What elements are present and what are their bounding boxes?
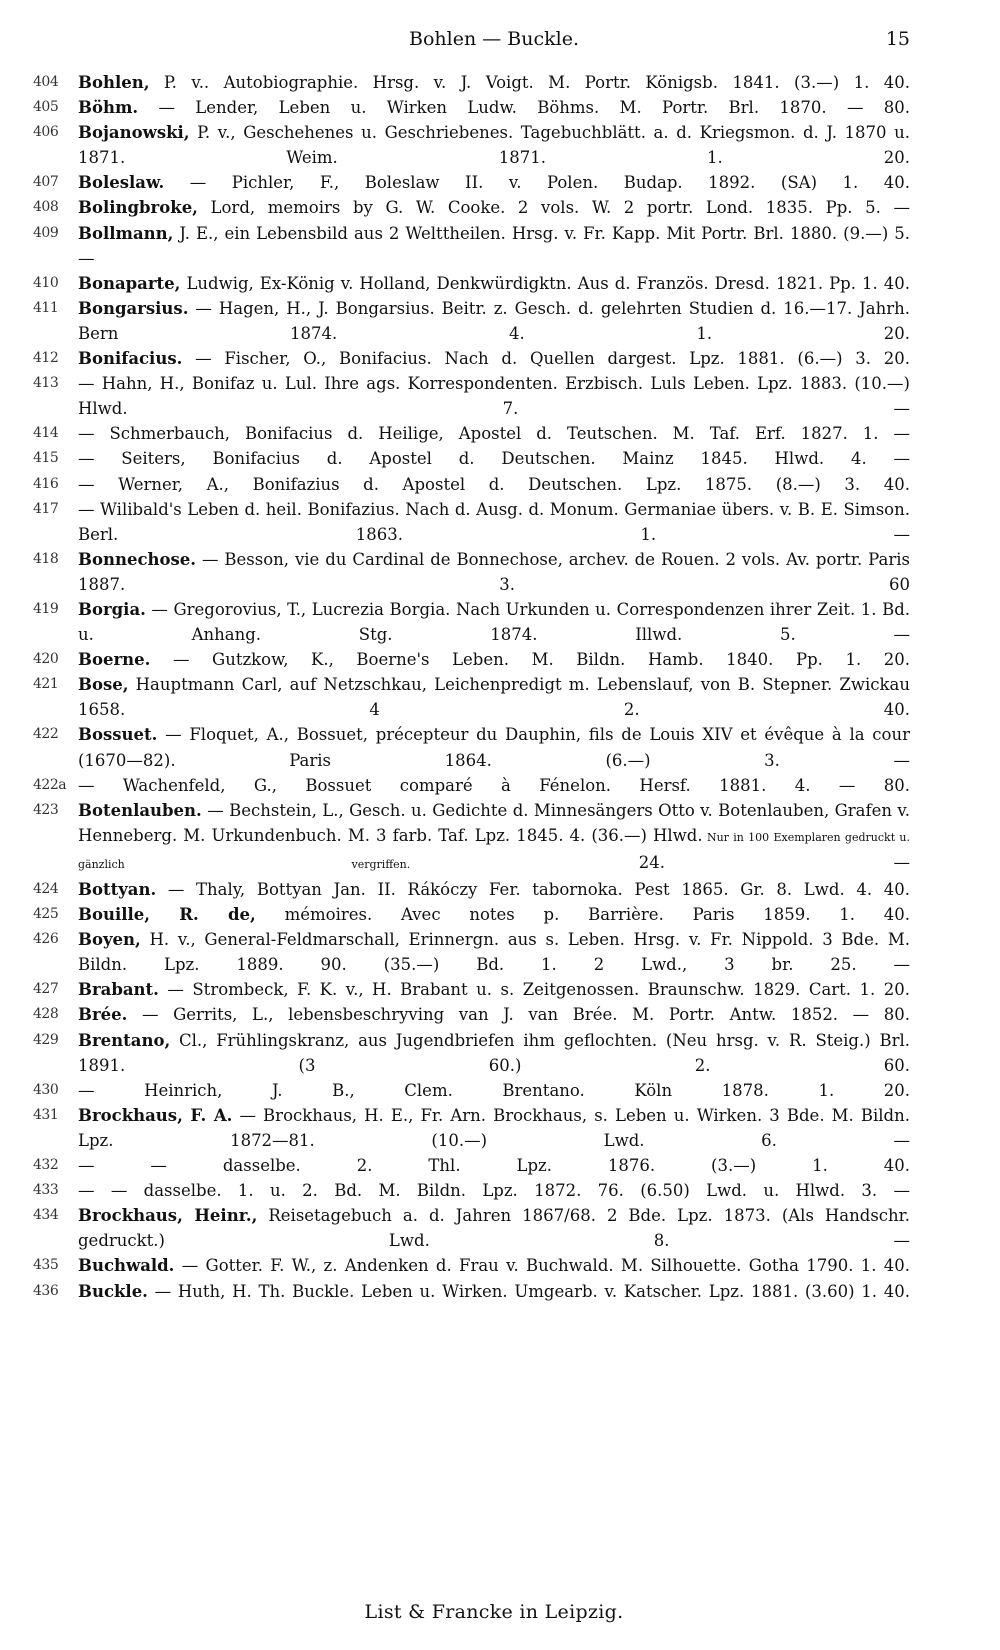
entry-number: 433 xyxy=(33,1182,59,1199)
entry-heading: Bottyan. xyxy=(78,880,157,899)
entry-heading: Brockhaus, F. A. xyxy=(78,1105,233,1125)
entry-number: 414 xyxy=(33,425,59,442)
catalog-entry xyxy=(33,296,910,346)
entry-number: 411 xyxy=(33,299,59,316)
entry-heading: Bonnechose. xyxy=(78,549,197,569)
entry-text: Hauptmann Carl, auf Netzschkau, Leichenpredigt m. Lebenslauf, von B. Stepner. Zwickau 1658. 4 2. 40. xyxy=(78,675,910,720)
entry-text: — Gregorovius, T., Lucrezia Borgia. Nach Urkunden u. Correspondenzen ihrer Zeit. 1. Bd. u. Anhang. Stg. 1874. Illwd. 5. — xyxy=(78,599,910,645)
entry-text: — Gerrits, L., lebensbeschryving van J. van Brée. M. Portr. Antw. 1852. — 80. xyxy=(127,1005,910,1025)
entry-number: 431 xyxy=(33,1106,59,1123)
entry-text: — Lender, Leben u. Wirken Ludw. Böhms. M. Portr. Brl. 1870. — 80. xyxy=(138,98,910,118)
entry-text: — Seiters, Bonifacius d. Apostel d. Deutschen. Mainz 1845. Hlwd. 4. — xyxy=(78,449,910,469)
entry-number: 425 xyxy=(33,906,59,923)
entry-text: — Gotter. F. W., z. Andenken d. Frau v. Buchwald. M. Silhouette. Gotha 1790. 1. 40. xyxy=(174,1256,910,1276)
entry-number: 407 xyxy=(33,174,59,191)
entry-heading: Brabant. xyxy=(78,980,159,1000)
entry-number: 424 xyxy=(33,881,59,897)
page-number: 15 xyxy=(885,28,910,50)
catalog-entry xyxy=(33,977,910,1002)
catalog-entry xyxy=(33,798,911,877)
entry-text: — Gutzkow, K., Boerne's Leben. M. Bildn. Hamb. 1840. Pp. 1. 20. xyxy=(150,650,910,670)
entry-heading: Bohlen, xyxy=(78,73,150,92)
catalog-entry xyxy=(33,1153,910,1178)
entry-note: Nur in 100 Exemplaren gedruckt u. gänzlich vergriffen. xyxy=(78,830,911,871)
entry-price: 24. — xyxy=(410,852,910,872)
catalog-entry xyxy=(33,346,910,371)
catalog-entry xyxy=(33,1078,910,1103)
entry-text: J. E., ein Lebensbild aus 2 Welttheilen. Hrsg. v. Fr. Kapp. Mit Portr. Brl. 1880. (9.—) 5. — xyxy=(78,223,910,268)
entry-number: 422a xyxy=(33,776,67,793)
entry-text: — Floquet, A., Bossuet, précepteur du Dauphin, fils de Louis XIV et évêque à la cour (1670—82). Paris 1864. (6.—) 3. — xyxy=(78,725,910,770)
entry-text: — Bechstein, L., Gesch. u. Gedichte d. Minnesängers Otto v. Botenlauben, Grafen v. Henneberg. M. Urkundenbuch. M. 3 farb. Taf. Lpz. 1845. 4. (36.—) Hlwd. xyxy=(78,800,910,845)
entry-text: — Strombeck, F. K. v., H. Brabant u. s. Zeitgenossen. Braunschw. 1829. Cart. 1. 20. xyxy=(158,980,910,1000)
entry-number: 418 xyxy=(33,550,59,567)
catalog-entry xyxy=(33,221,910,271)
entry-heading: Bolingbroke, xyxy=(78,198,198,218)
catalog-entry xyxy=(33,597,910,647)
entry-heading: Böhm. xyxy=(78,98,139,118)
entry-heading: Bose, xyxy=(78,675,129,695)
entry-text: — Wilibald's Leben d. heil. Bonifazius. Nach d. Ausg. d. Monum. Germaniae übers. v. B. E. Simson. Berl. 1863. 1. — xyxy=(78,499,910,544)
entry-number: 410 xyxy=(33,274,59,291)
entry-heading: Brockhaus, Heinr., xyxy=(78,1206,258,1226)
entry-heading: Buckle. xyxy=(78,1281,148,1301)
catalog-entry xyxy=(33,120,910,170)
entry-heading: Boerne. xyxy=(78,650,151,670)
entry-number: 409 xyxy=(33,224,59,241)
entry-number: 422 xyxy=(33,726,59,743)
catalog-entry xyxy=(33,722,910,772)
entry-heading: Bonifacius. xyxy=(78,349,183,369)
entry-text: — Huth, H. Th. Buckle. Leben u. Wirken. Umgearb. v. Katscher. Lpz. 1881. (3.60) 1. 40. xyxy=(147,1281,910,1301)
entry-number: 435 xyxy=(33,1257,59,1274)
entry-number: 415 xyxy=(33,450,59,467)
entry-text: — Pichler, F., Boleslaw II. v. Polen. Budap. 1892. (SA) 1. 40. xyxy=(164,173,910,193)
catalog-entry xyxy=(33,1103,910,1153)
entry-text: — Werner, A., Bonifazius d. Apostel d. Deutschen. Lpz. 1875. (8.—) 3. 40. xyxy=(78,474,910,494)
entry-number: 417 xyxy=(33,500,59,517)
catalog-entry xyxy=(33,927,910,977)
entry-text: — Brockhaus, H. E., Fr. Arn. Brockhaus, s. Leben u. Wirken. 3 Bde. M. Bildn. Lpz. 1872—81. (10.—) Lwd. 6. — xyxy=(78,1105,910,1150)
entry-number: 408 xyxy=(33,199,59,216)
catalog-entry xyxy=(33,902,910,927)
catalog-entry xyxy=(33,1002,910,1027)
entry-heading: Bossuet. xyxy=(78,725,158,745)
entry-text: — Fischer, O., Bonifacius. Nach d. Quellen dargest. Lpz. 1881. (6.—) 3. 20. xyxy=(182,349,910,369)
catalog-entry xyxy=(33,371,910,421)
entry-number: 429 xyxy=(33,1031,59,1048)
entry-heading: Bongarsius. xyxy=(78,298,189,318)
catalog-entry xyxy=(33,170,910,195)
entry-heading: Bojanowski, xyxy=(78,123,190,143)
catalog-entry xyxy=(33,497,910,547)
catalog-entry xyxy=(33,1279,910,1304)
entry-heading: Buchwald. xyxy=(78,1256,175,1276)
entry-text: — Hahn, H., Bonifaz u. Lul. Ihre ags. Korrespondenten. Erzbisch. Luls Leben. Lpz. 1883. (10.—) Hlwd. 7. — xyxy=(78,374,910,419)
entry-number: 404 xyxy=(33,74,59,90)
catalog-entry xyxy=(33,672,910,722)
entry-number: 421 xyxy=(33,676,59,693)
catalog-page xyxy=(33,28,911,1623)
entry-text: P. v., Geschehenes u. Geschriebenes. Tagebuchblätt. a. d. Kriegsmon. d. J. 1870 u. 1871. Weim. 1871. 1. 20. xyxy=(78,123,910,168)
entry-number: 428 xyxy=(33,1006,59,1023)
catalog-entry xyxy=(33,95,910,120)
entry-text: — Schmerbauch, Bonifacius d. Heilige, Apostel d. Teutschen. M. Taf. Erf. 1827. 1. — xyxy=(78,424,910,444)
catalog-entry xyxy=(33,195,910,220)
entry-number: 405 xyxy=(33,99,59,116)
entry-number: 420 xyxy=(33,651,59,668)
catalog-entry xyxy=(33,421,910,446)
entry-number: 412 xyxy=(33,350,59,367)
entry-text: — Besson, vie du Cardinal de Bonnechose, archev. de Rouen. 2 vols. Av. portr. Paris 1887. 3. 60 xyxy=(78,549,910,594)
entry-text: — Hagen, H., J. Bongarsius. Beitr. z. Gesch. d. gelehrten Studien d. 16.—17. Jahrh. Bern 1874. 4. 1. 20. xyxy=(78,298,910,343)
entry-number: 413 xyxy=(33,375,59,392)
entry-text: Lord, memoirs by G. W. Cooke. 2 vols. W. 2 portr. Lond. 1835. Pp. 5. — xyxy=(197,198,910,218)
entry-heading: Brée. xyxy=(78,1005,128,1025)
entry-text: Ludwig, Ex-König v. Holland, Denkwürdigktn. Aus d. Französ. Dresd. 1821. Pp. 1. 40. xyxy=(180,273,910,293)
catalog-entries xyxy=(33,70,911,1304)
entry-heading: Bonaparte, xyxy=(78,273,181,293)
entry-number: 434 xyxy=(33,1207,59,1224)
catalog-entry xyxy=(33,877,910,902)
catalog-entry xyxy=(33,472,910,497)
entry-text: Cl., Frühlingskranz, aus Jugendbriefen ihm geflochten. (Neu hrsg. v. R. Steig.) Brl. 1891. (3 60.) 2. 60. xyxy=(78,1030,910,1075)
entry-heading: Botenlauben. xyxy=(78,800,202,820)
entry-text: mémoires. Avec notes p. Barrière. Paris 1859. 1. 40. xyxy=(255,905,910,925)
catalog-entry xyxy=(33,1253,910,1278)
entry-number: 430 xyxy=(33,1081,59,1098)
entry-text: — Thaly, Bottyan Jan. II. Rákóczy Fer. tabornoka. Pest 1865. Gr. 8. Lwd. 4. 40. xyxy=(156,880,910,899)
catalog-entry xyxy=(33,271,910,296)
entry-number: 426 xyxy=(33,931,59,948)
catalog-entry xyxy=(33,446,910,471)
entry-number: 423 xyxy=(33,801,59,818)
page-header xyxy=(78,28,910,62)
entry-text: — — dasselbe. 1. u. 2. Bd. M. Bildn. Lpz. 1872. 76. (6.50) Lwd. u. Hlwd. 3. — xyxy=(78,1181,910,1201)
entry-text: P. v.. Autobiographie. Hrsg. v. J. Voigt. M. Portr. Königsb. 1841. (3.—) 1. 40. xyxy=(149,73,910,92)
catalog-entry xyxy=(33,547,910,597)
entry-heading: Bollmann, xyxy=(78,223,174,243)
entry-text: — Heinrich, J. B., Clem. Brentano. Köln 1878. 1. 20. xyxy=(78,1080,910,1100)
entry-text: H. v., General-Feldmarschall, Erinnergn. aus s. Leben. Hrsg. v. Fr. Nippold. 3 Bde. M. Bildn. Lpz. 1889. 90. (35.—) Bd. 1. 2 Lwd., 3 br. 25. — xyxy=(78,930,910,975)
entry-heading: Boyen, xyxy=(78,930,141,950)
entry-text: — Wachenfeld, G., Bossuet comparé à Fénelon. Hersf. 1881. 4. — 80. xyxy=(78,775,910,795)
catalog-entry xyxy=(33,647,910,672)
entry-number: 436 xyxy=(33,1282,59,1299)
entry-heading: Borgia. xyxy=(78,599,146,619)
entry-heading: Brentano, xyxy=(78,1030,171,1050)
page-footer: List & Francke in Leipzig. xyxy=(364,1601,624,1623)
catalog-entry xyxy=(33,70,910,95)
page-title: Bohlen — Buckle. xyxy=(409,28,579,50)
entry-text: Reisetagebuch a. d. Jahren 1867/68. 2 Bde. Lpz. 1873. (Als Handschr. gedruckt.) Lwd. 8. — xyxy=(78,1206,910,1251)
entry-number: 427 xyxy=(33,981,59,998)
entry-number: 419 xyxy=(33,600,59,617)
catalog-entry xyxy=(33,773,910,798)
entry-number: 416 xyxy=(33,475,59,492)
catalog-entry xyxy=(33,1203,910,1253)
entry-number: 406 xyxy=(33,124,59,141)
catalog-entry xyxy=(33,1178,910,1203)
entry-heading: Boleslaw. xyxy=(78,173,165,193)
entry-heading: Bouille, R. de, xyxy=(78,905,256,925)
entry-number: 432 xyxy=(33,1157,59,1174)
catalog-entry xyxy=(33,1028,910,1078)
entry-text: — — dasselbe. 2. Thl. Lpz. 1876. (3.—) 1. 40. xyxy=(78,1156,910,1176)
